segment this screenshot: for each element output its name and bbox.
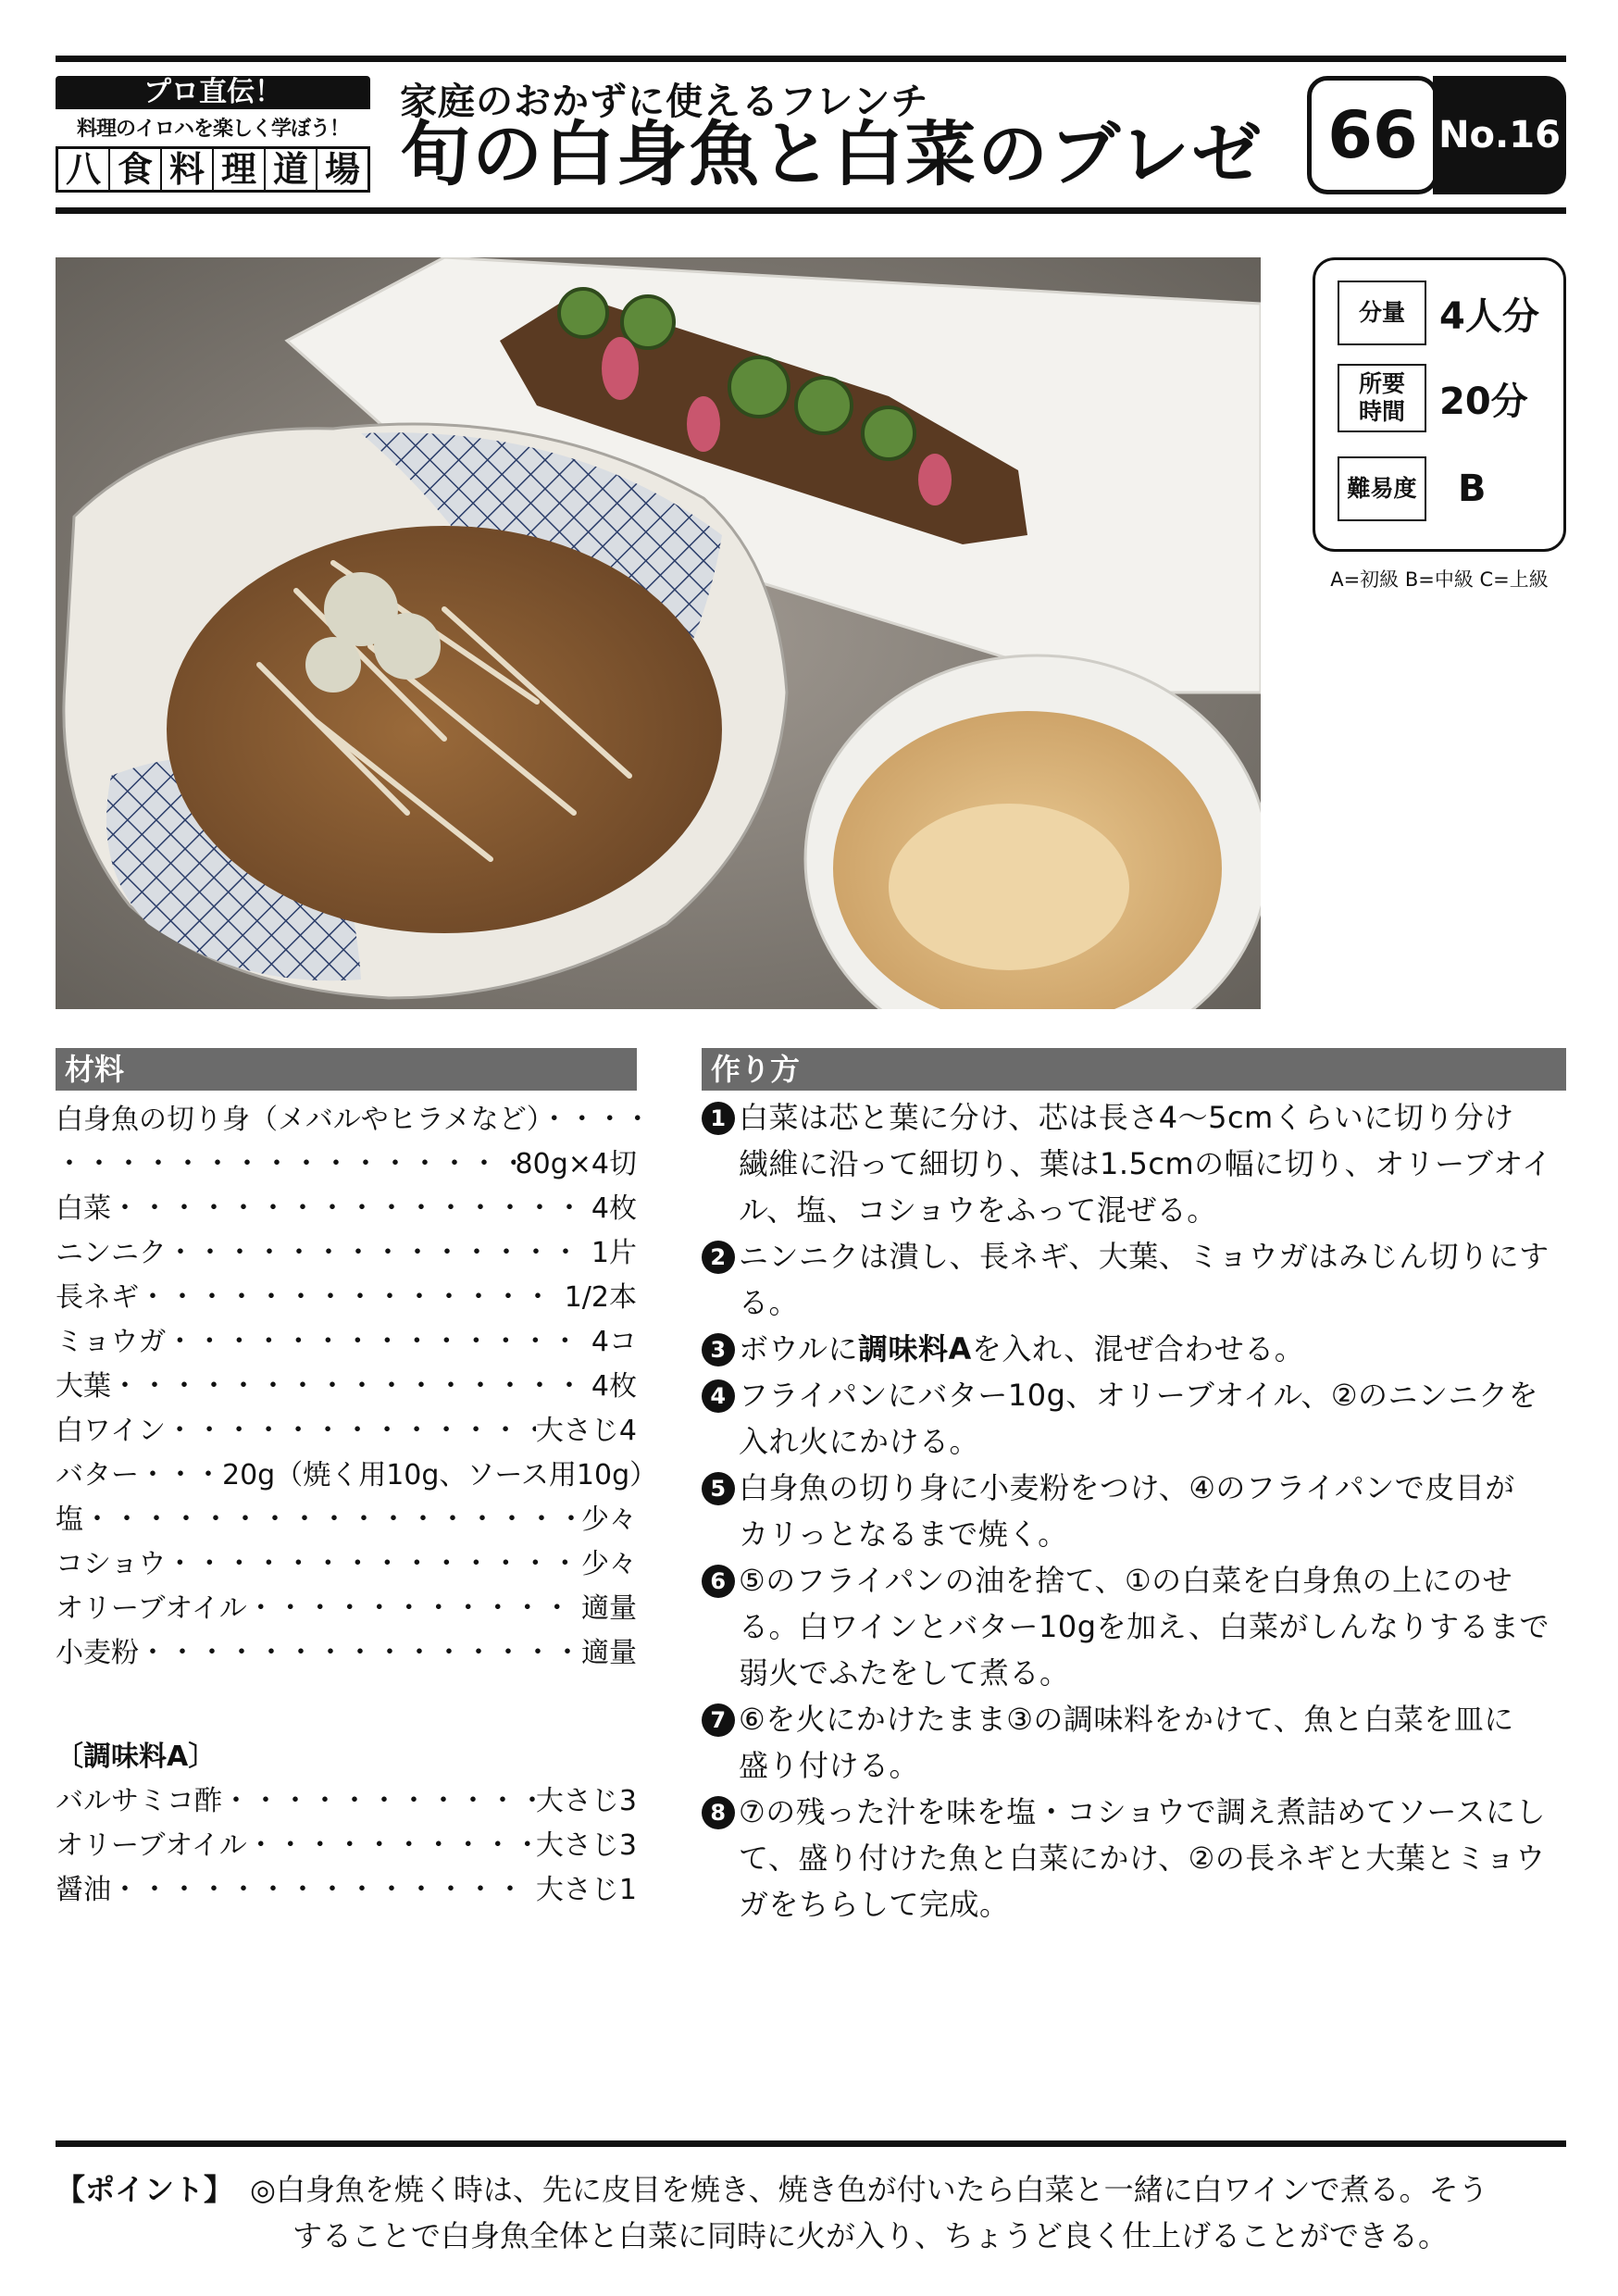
step-text: ニンニクは潰し、長ネギ、大葉、ミョウガはみじん切りにす [739, 1239, 1550, 1274]
ingredient-qty: 少々 [581, 1548, 637, 1580]
point-rule [56, 2140, 1566, 2147]
ingredient-row [56, 1365, 637, 1409]
ingredient-fish-line: 白身魚の切り身（メバルやヒラメなど）・・・・ [56, 1104, 652, 1136]
ingredient-name: コショウ [56, 1548, 167, 1580]
step-text: ⑤のフライパンの油を捨て、①の白菜を白身魚の上にのせ [739, 1563, 1513, 1598]
logo-char: 食 [110, 149, 162, 190]
step-7 [702, 1696, 1572, 1742]
ingredient-qty: 大さじ3 [535, 1829, 637, 1862]
logo-char: 場 [324, 149, 360, 190]
logo-char: 道 [266, 149, 317, 190]
servings-value: 4人分 [1439, 294, 1539, 338]
ingredient-qty: 適量 [581, 1637, 637, 1669]
time-label [1338, 364, 1426, 432]
step-number-marker: 1 [702, 1102, 735, 1135]
recipe-info-box [1313, 257, 1566, 552]
leader-dots [222, 1779, 536, 1824]
ingredient-name: 白ワイン [56, 1415, 167, 1447]
ingredient-name: 醤油 [56, 1874, 111, 1906]
ingredient-name: 塩 [56, 1504, 83, 1536]
dish-photo [56, 257, 1261, 1009]
leader-dots [247, 1587, 581, 1631]
ingredient-name: バルサミコ酢 [56, 1785, 222, 1817]
ingredient-qty: 80g×4切 [515, 1148, 637, 1180]
ingredient-qty: 適量 [581, 1592, 637, 1625]
step-text-bold: 調味料A [858, 1331, 972, 1366]
leader-dots [139, 1276, 565, 1320]
ingredient-qty: 1片 [591, 1237, 637, 1269]
step-text-line: 繊維に沿って細切り、葉は1.5cmの幅に切り、オリーブオイ [739, 1146, 1552, 1181]
step-text-line: 盛り付ける。 [739, 1748, 920, 1783]
ingredient-name: 大葉 [56, 1370, 111, 1403]
ingredient-row [56, 1868, 637, 1913]
leader-dots [83, 1498, 581, 1542]
point-text [250, 2166, 1574, 2259]
step-text: 白菜は芯と葉に分け、芯は長さ4〜5cmくらいに切り分け [739, 1100, 1514, 1135]
step-text-line: 弱火でふたをして煮る。 [739, 1655, 1070, 1691]
ingredient-row [56, 1409, 637, 1454]
seasoning-heading: 〔調味料A〕 [56, 1741, 217, 1773]
leader-dots [111, 1187, 591, 1231]
logo-char: 理 [214, 149, 266, 190]
difficulty-value: B [1458, 468, 1487, 510]
ingredient-name: 長ネギ [56, 1281, 139, 1314]
ingredient-qty: 4枚 [591, 1192, 637, 1225]
leader-dots [247, 1824, 536, 1868]
leader-dots [167, 1231, 591, 1276]
difficulty-row [1338, 456, 1487, 521]
ingredient-qty: 4コ [591, 1326, 637, 1358]
leader-dots [111, 1365, 591, 1409]
step-8 [702, 1789, 1572, 1835]
ingredients-heading: 材料 [56, 1048, 637, 1091]
time-label-text: 所要時間 [1358, 370, 1405, 425]
dojo-logo [56, 72, 370, 194]
step-5 [702, 1465, 1572, 1511]
step-number-marker: 2 [702, 1241, 735, 1274]
step-6 [702, 1557, 1572, 1603]
ingredient-name: ミョウガ [56, 1326, 167, 1358]
point-line-1: ◎白身魚を焼く時は、先に皮目を焼き、焼き色が付いたら白菜と一緒に白ワインで煮る。そう [250, 2172, 1488, 2207]
header-top-rule [56, 56, 1566, 62]
logo-char: 料 [162, 149, 214, 190]
recipe-number: No.16 [1433, 76, 1566, 194]
step-text-line: カリっとなるまで焼く。 [739, 1516, 1068, 1552]
ingredient-qty: 大さじ1 [535, 1874, 637, 1906]
leader-dots [111, 1868, 536, 1913]
ingredient-qty: 4枚 [591, 1370, 637, 1403]
leader-dots [166, 1409, 536, 1454]
step-2 [702, 1233, 1572, 1279]
method-heading: 作り方 [702, 1048, 1566, 1091]
step-text-line: る。 [739, 1285, 800, 1320]
step-number-marker: 5 [702, 1472, 735, 1505]
logo-subtitle: 料理のイロハを楽しく学ぼう！ [76, 118, 349, 141]
step-number-marker: 3 [702, 1333, 735, 1366]
recipe-title: 旬の白身魚と白菜のブレゼ [400, 113, 1263, 195]
step-1 [702, 1094, 1572, 1141]
ingredient-row [56, 1187, 637, 1231]
step-text-line: る。白ワインとバター10gを加え、白菜がしんなりするまで [739, 1609, 1550, 1644]
servings-label: 分量 [1338, 281, 1426, 345]
leader-dots [56, 1142, 516, 1187]
ingredient-row [56, 1276, 637, 1320]
step-text: ボウルに [739, 1331, 859, 1366]
ingredient-name: 小麦粉 [56, 1637, 139, 1669]
step-text-line: ガをちらして完成。 [739, 1887, 1010, 1922]
time-value: 20分 [1439, 380, 1528, 423]
ingredient-row [56, 1542, 637, 1587]
point-line-2: することで白身魚全体と白菜に同時に火が入り、ちょうど良く仕上げることができる。 [292, 2218, 1449, 2253]
ingredient-row [56, 1142, 637, 1187]
logo-char: 八 [58, 149, 110, 190]
ingredient-qty: 大さじ3 [535, 1785, 637, 1817]
step-4 [702, 1372, 1572, 1418]
logo-tagline: プロ直伝！ [56, 76, 370, 109]
leader-dots [166, 1320, 591, 1365]
time-row [1338, 364, 1528, 432]
step-text-line: て、盛り付けた魚と白菜にかけ、②の長ネギと大葉とミョウ [739, 1841, 1546, 1876]
ingredient-row [56, 1824, 637, 1868]
ingredient-row [56, 1231, 637, 1276]
point-label: 【ポイント】 [56, 2172, 234, 2207]
leader-dots [139, 1631, 581, 1676]
ingredient-row [56, 1631, 637, 1676]
ingredient-name: オリーブオイル [56, 1592, 247, 1625]
leader-dots [166, 1542, 581, 1587]
difficulty-label: 難易度 [1338, 456, 1426, 521]
ingredient-butter-line: バター・・・20g（焼く用10g、ソース用10g） [56, 1459, 658, 1491]
step-3 [702, 1326, 1572, 1372]
step-text-line: 入れ火にかける。 [739, 1424, 980, 1459]
ingredient-name: オリーブオイル [56, 1829, 247, 1862]
difficulty-legend: A=初級 B=中級 C=上級 [1330, 568, 1549, 591]
step-text: を入れ、混ぜ合わせる。 [971, 1331, 1305, 1366]
ingredient-qty: 1/2本 [564, 1281, 637, 1314]
ingredient-qty: 大さじ4 [535, 1415, 637, 1447]
step-number-marker: 7 [702, 1703, 735, 1737]
ingredient-name: 白菜 [56, 1192, 111, 1225]
dish-photo-illustration [56, 257, 1261, 1009]
ingredient-row [56, 1779, 637, 1824]
ingredient-row [56, 1320, 637, 1365]
servings-row [1338, 281, 1539, 345]
ingredient-row [56, 1498, 637, 1542]
step-number-marker: 4 [702, 1379, 735, 1413]
step-text-line: ル、塩、コショウをふって混ぜる。 [739, 1192, 1217, 1228]
logo-name [56, 146, 370, 193]
step-text: ⑦の残った汁を味を塩・コショウで調え煮詰めてソースにし [739, 1794, 1546, 1829]
ingredient-row [56, 1587, 637, 1631]
step-text: 白身魚の切り身に小麦粉をつけ、④のフライパンで皮目が [739, 1470, 1515, 1505]
step-number-marker: 8 [702, 1796, 735, 1829]
recipe-subtitle: 家庭のおかずに使えるフレンチ [400, 81, 929, 123]
step-text: フライパンにバター10g、オリーブオイル、②のニンニクを [739, 1378, 1539, 1413]
page-number: 66 [1307, 76, 1438, 194]
ingredient-qty: 少々 [581, 1504, 637, 1536]
header-bottom-rule [56, 207, 1566, 214]
ingredient-name: ニンニク [56, 1237, 167, 1269]
step-number-marker: 6 [702, 1565, 735, 1598]
step-text: ⑥を火にかけたまま③の調味料をかけて、魚と白菜を皿に [739, 1702, 1514, 1737]
